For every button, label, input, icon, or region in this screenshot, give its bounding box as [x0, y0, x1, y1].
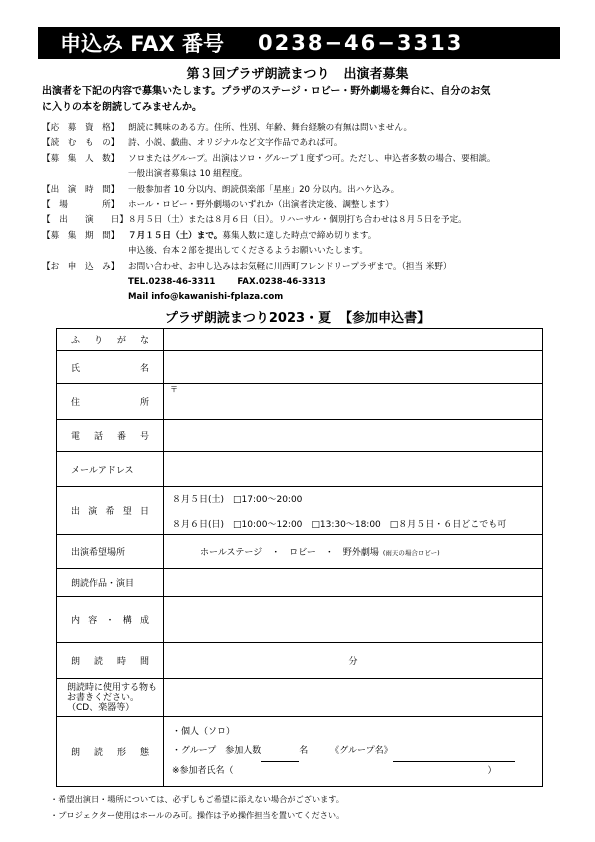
- form-row-place: [57, 535, 543, 569]
- label-char: 成: [139, 616, 149, 626]
- requirement-key: 【 場 所】: [42, 200, 120, 211]
- fax-number: 0238−46−3313: [258, 31, 464, 55]
- label-char: 読: [93, 748, 103, 758]
- email-field[interactable]: [164, 452, 543, 487]
- label-char: 朗: [71, 657, 81, 667]
- requirement-value: 詩、小説、戯曲、オリジナルなど文字作品であれば可。: [128, 138, 343, 149]
- time-unit: 分: [348, 657, 358, 667]
- label-char: 名: [139, 363, 149, 374]
- requirement-value: 朗読に興味のある方。住所、性別、年齢、舞台経験の有無は問いません。: [128, 123, 413, 133]
- requirement-continuation: [42, 167, 572, 182]
- label-char: 間: [139, 657, 149, 667]
- requirement-value: ソロまたはグループ。出演はソロ・グループ１度ずつ可。ただし、申込者多数の場合、要相談。: [128, 153, 496, 164]
- requirement-continuation: [42, 244, 572, 259]
- label-char: 出: [71, 507, 81, 517]
- form-row-name: [57, 351, 543, 384]
- title-main: 第３回プラザ朗読まつり: [186, 67, 330, 82]
- label-phone: [71, 429, 149, 442]
- format-members-close: ）: [487, 765, 497, 776]
- items-field[interactable]: [164, 679, 543, 717]
- requirement-key: 【募 集 人 数】: [42, 153, 120, 164]
- label-char: 内: [71, 616, 81, 626]
- work-field[interactable]: [164, 569, 543, 597]
- format-members-row: [164, 762, 542, 781]
- label-char: な: [139, 336, 149, 346]
- form-title-sub: 【参加申込書】: [339, 311, 431, 326]
- form-row-date: [57, 487, 543, 535]
- intro-text: [42, 84, 567, 116]
- form-row-address: [57, 384, 543, 420]
- form-row-format: [57, 717, 543, 787]
- format-solo[interactable]: ・個人（ソロ）: [172, 726, 236, 737]
- label-char: 番: [116, 432, 126, 442]
- requirement-key: 【お 申 込 み】: [42, 261, 120, 272]
- group-name-field[interactable]: [393, 742, 515, 762]
- requirement-key: 【 出 演 日】: [42, 215, 128, 226]
- label-char: 態: [139, 748, 149, 758]
- label-char: 容: [88, 616, 98, 626]
- label-items-2: お書きください。: [67, 692, 140, 703]
- requirements-list: [42, 121, 572, 306]
- form-row-email: [57, 452, 543, 487]
- furigana-field[interactable]: [164, 329, 543, 351]
- address-field[interactable]: [164, 384, 543, 420]
- deadline: ７月１５日（土）まで。: [128, 230, 223, 241]
- place-rain-note: (雨天の場合ロビー): [382, 549, 440, 557]
- label-char: 構: [122, 616, 132, 626]
- label-format: [71, 745, 149, 758]
- requirement-row: [42, 136, 572, 151]
- intro-line: 出演者を下記の内容で募集いたします。プラザのステージ・ロビー・野外劇場を舞台に、自分のお気: [42, 86, 491, 97]
- postal-mark: 〒: [170, 385, 178, 394]
- label-char: 望: [122, 507, 132, 517]
- label-char: が: [116, 336, 126, 346]
- members-field[interactable]: [234, 762, 488, 781]
- label-char: ・: [105, 616, 115, 626]
- contact-phone-fax: [42, 275, 572, 290]
- label-address: [71, 395, 149, 408]
- form-row-content: [57, 597, 543, 643]
- contact-fax: FAX.0238-46-3313: [237, 277, 326, 288]
- label-date: [71, 504, 149, 517]
- label-email: メールアドレス: [71, 465, 134, 476]
- requirement-key: 【応 募 資 格】: [42, 123, 120, 133]
- form-title: [0, 307, 595, 326]
- label-place: 出演希望場所: [71, 548, 126, 558]
- label-char: 電: [71, 432, 81, 442]
- requirement-value: 一般参加者 10 分以内、朗読倶楽部「星座」20 分以内。出ハケ込み。: [128, 184, 400, 195]
- requirement-value: ８月５日（土）または８月６日（日）。リハーサル・個別打ち合わせは８月５日を予定。: [128, 215, 467, 226]
- label-char: 住: [71, 398, 81, 408]
- requirement-row: [42, 121, 572, 136]
- document-title: [0, 63, 595, 82]
- footnote: ・希望出演日・場所については、必ずしもご希望に添えない場合がございます。: [50, 794, 344, 804]
- label-furigana: [71, 333, 149, 346]
- requirement-key: 【読 む も の】: [42, 138, 120, 149]
- requirement-key: 【出 演 時 間】: [42, 184, 120, 195]
- label-time: [71, 654, 149, 667]
- format-group-unit: 名: [299, 745, 309, 756]
- date-option-aug6[interactable]: ８月６日(日) □10:00〜12:00 □13:30〜18:00 □８月５日・６日どこでも可: [172, 519, 507, 530]
- title-sub: 出演者募集: [343, 67, 409, 82]
- name-field[interactable]: [164, 351, 543, 384]
- label-char: 読: [93, 657, 103, 667]
- format-group-row: [164, 742, 542, 762]
- application-form: [56, 328, 543, 787]
- format-group-name: 《グループ名》: [330, 745, 393, 756]
- label-items-1: 朗読時に使用する物も: [67, 682, 158, 693]
- label-work: 朗読作品・演目: [71, 579, 135, 589]
- content-field[interactable]: [164, 597, 543, 643]
- requirement-row: [42, 152, 572, 167]
- intro-line: に入りの本を朗読してみませんか。: [42, 102, 202, 113]
- requirement-value: 一般出演者募集は 10 組程度。: [128, 169, 248, 180]
- form-title-main: プラザ朗読まつり2023・夏: [164, 311, 332, 326]
- form-row-items: [57, 679, 543, 717]
- requirement-value: お問い合わせ、お申し込みはお気軽に川西町フレンドリープラザまで。（担当 米野）: [128, 261, 452, 272]
- phone-field[interactable]: [164, 420, 543, 452]
- label-char: ふ: [71, 336, 81, 346]
- label-char: 所: [139, 398, 149, 408]
- requirement-row: [42, 183, 572, 198]
- fax-number-banner: [38, 27, 560, 59]
- requirement-row: [42, 213, 572, 228]
- label-char: 演: [88, 507, 98, 517]
- requirement-key: 【募 集 期 間】: [42, 230, 120, 241]
- group-count-field[interactable]: [261, 742, 299, 762]
- contact-mail-row: [42, 290, 572, 305]
- footnotes: [50, 791, 344, 823]
- label-char: 号: [139, 432, 149, 442]
- form-row-work: [57, 569, 543, 597]
- format-members: ※参加者氏名（: [172, 765, 234, 776]
- label-items-3: （CD、楽器等）: [67, 702, 135, 713]
- label-char: 希: [105, 507, 115, 517]
- format-group[interactable]: ・グループ 参加人数: [172, 745, 262, 756]
- requirement-value: 募集人数に達した時点で締め切ります。: [222, 230, 377, 241]
- requirement-row: [42, 198, 572, 213]
- form-row-furigana: [57, 329, 543, 351]
- requirement-row: [42, 229, 572, 244]
- label-char: 氏: [71, 363, 81, 374]
- place-options[interactable]: ホールステージ ・ ロビー ・ 野外劇場: [200, 548, 379, 558]
- label-char: 形: [116, 748, 126, 758]
- label-char: り: [93, 336, 103, 346]
- contact-tel: TEL.0238-46-3311: [128, 277, 216, 288]
- contact-mail: Mail info@kawanishi-fplaza.com: [128, 292, 284, 303]
- label-char: 時: [116, 657, 126, 667]
- label-char: 朗: [71, 748, 81, 758]
- date-option-aug5[interactable]: ８月５日(土) □17:00〜20:00: [172, 494, 303, 505]
- requirement-value: ホール・ロビー・野外劇場のいずれか（出演者決定後、調整します）: [128, 200, 394, 211]
- form-row-time: [57, 643, 543, 679]
- requirement-row: [42, 260, 572, 275]
- label-char: 日: [139, 507, 149, 517]
- footnote: ・プロジェクター使用はホールのみ可。操作は予め操作担当を置いてください。: [50, 810, 345, 820]
- label-content: [71, 613, 149, 626]
- label-char: 話: [93, 432, 103, 442]
- form-row-phone: [57, 420, 543, 452]
- fax-label: 申込み FAX 番号: [60, 32, 225, 56]
- label-name: [71, 361, 149, 374]
- requirement-value: 申込後、台本２部を提出してくださるようお願いいたします。: [128, 246, 368, 257]
